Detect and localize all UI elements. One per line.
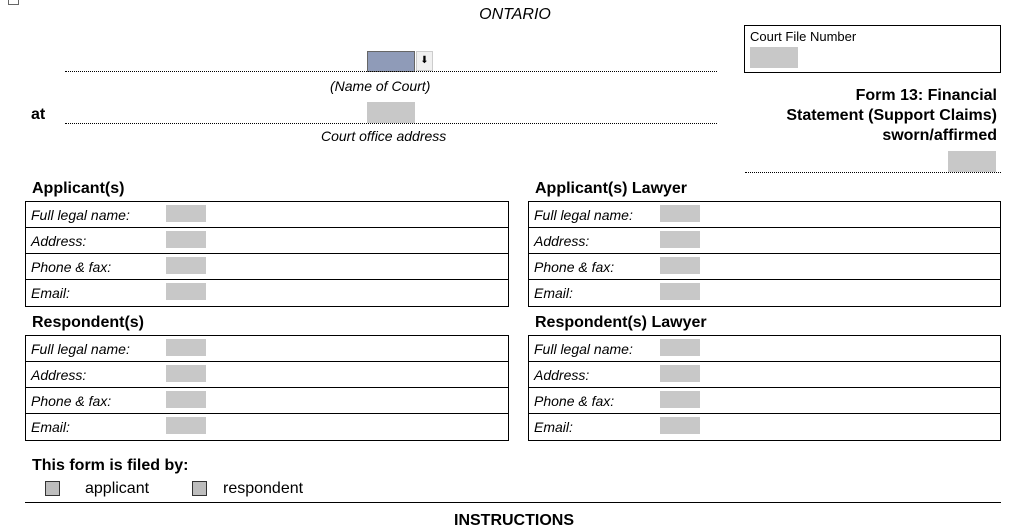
court-name-dropdown[interactable] [367, 51, 415, 72]
respondent-email-field[interactable] [166, 417, 206, 434]
applicant-email-field[interactable] [166, 283, 206, 300]
applicant-email-label: Email: [31, 285, 70, 301]
table-row [529, 336, 1000, 362]
applicant-address-field[interactable] [166, 231, 206, 248]
respondent-lawyer-address-label: Address: [534, 367, 590, 383]
applicant-lawyer-phone-fax-label: Phone & fax: [534, 259, 615, 275]
table-row [529, 254, 1000, 280]
table-row [529, 388, 1000, 414]
table-row [26, 280, 508, 306]
respondent-lawyer-email-label: Email: [534, 419, 573, 435]
applicant-section-title: Applicant(s) [32, 180, 125, 197]
filed-by-title: This form is filed by: [32, 457, 189, 474]
respondent-lawyer-table [528, 335, 1001, 441]
applicant-full-legal-name-field[interactable] [166, 205, 206, 222]
respondent-lawyer-email-field[interactable] [660, 417, 700, 434]
respondent-checkbox[interactable] [192, 481, 207, 496]
respondent-section-title: Respondent(s) [32, 314, 144, 331]
respondent-lawyer-phone-fax-field[interactable] [660, 391, 700, 408]
applicant-lawyer-address-label: Address: [534, 233, 590, 249]
province-title: ONTARIO [479, 6, 551, 23]
applicant-lawyer-phone-fax-field[interactable] [660, 257, 700, 274]
download-arrow-icon[interactable]: ⬇ [416, 51, 433, 71]
table-row [26, 336, 508, 362]
respondent-table [25, 335, 509, 441]
table-row [26, 362, 508, 388]
table-row [529, 280, 1000, 306]
table-row [26, 254, 508, 280]
applicant-lawyer-full-legal-name-field[interactable] [660, 205, 700, 222]
form-title [786, 86, 997, 146]
respondent-lawyer-section-title: Respondent(s) Lawyer [535, 314, 707, 331]
respondent-phone-fax-label: Phone & fax: [31, 393, 112, 409]
applicant-lawyer-email-field[interactable] [660, 283, 700, 300]
respondent-lawyer-address-field[interactable] [660, 365, 700, 382]
respondent-phone-fax-field[interactable] [166, 391, 206, 408]
applicant-lawyer-full-legal-name-label: Full legal name: [534, 207, 633, 223]
respondent-lawyer-full-legal-name-label: Full legal name: [534, 341, 633, 357]
court-file-number-label: Court File Number [750, 29, 857, 44]
table-row [26, 228, 508, 254]
court-file-number-box [744, 25, 1001, 73]
respondent-checkbox-label: respondent [223, 480, 304, 497]
respondent-email-label: Email: [31, 419, 70, 435]
applicant-phone-fax-field[interactable] [166, 257, 206, 274]
table-row [26, 388, 508, 414]
form-title-line-2: Statement (Support Claims) [786, 107, 997, 124]
table-row [529, 228, 1000, 254]
court-office-address-field[interactable] [367, 102, 415, 123]
respondent-full-legal-name-field[interactable] [166, 339, 206, 356]
sworn-affirmed-field[interactable] [948, 151, 996, 172]
court-office-line [65, 123, 717, 124]
applicant-checkbox[interactable] [45, 481, 60, 496]
applicant-lawyer-email-label: Email: [534, 285, 573, 301]
applicant-lawyer-address-field[interactable] [660, 231, 700, 248]
form-title-line-3: sworn/affirmed [882, 127, 997, 144]
court-name-line [65, 71, 717, 72]
applicant-table [25, 201, 509, 307]
respondent-address-field[interactable] [166, 365, 206, 382]
applicant-address-label: Address: [31, 233, 87, 249]
court-name-caption: (Name of Court) [330, 78, 431, 94]
table-row [529, 362, 1000, 388]
at-label: at [31, 106, 46, 123]
respondent-address-label: Address: [31, 367, 87, 383]
table-row [26, 202, 508, 228]
corner-marker-icon [8, 0, 19, 5]
respondent-lawyer-full-legal-name-field[interactable] [660, 339, 700, 356]
table-row [529, 202, 1000, 228]
instructions-heading: INSTRUCTIONS [454, 512, 574, 529]
respondent-full-legal-name-label: Full legal name: [31, 341, 130, 357]
court-office-caption: Court office address [321, 128, 447, 144]
divider [25, 502, 1001, 503]
table-row [26, 414, 508, 440]
applicant-lawyer-section-title: Applicant(s) Lawyer [535, 180, 688, 197]
form-title-line-1: Form 13: Financial [855, 87, 997, 104]
applicant-lawyer-table [528, 201, 1001, 307]
table-row [529, 414, 1000, 440]
applicant-checkbox-label: applicant [85, 480, 150, 497]
applicant-phone-fax-label: Phone & fax: [31, 259, 112, 275]
court-file-number-field[interactable] [750, 47, 798, 68]
applicant-full-legal-name-label: Full legal name: [31, 207, 130, 223]
sworn-affirmed-line [745, 172, 1001, 173]
respondent-lawyer-phone-fax-label: Phone & fax: [534, 393, 615, 409]
